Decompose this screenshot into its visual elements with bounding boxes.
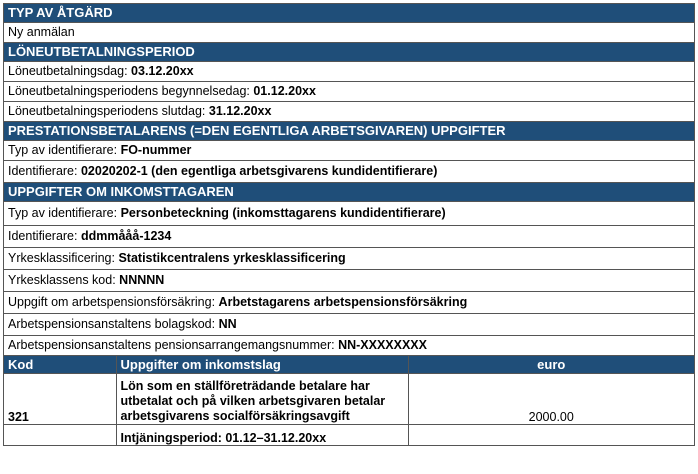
field-value: NNNNN xyxy=(119,273,165,287)
field-value: NN-XXXXXXXX xyxy=(338,338,427,352)
field-value: Arbetstagarens arbetspensionsförsäkring xyxy=(218,295,468,309)
field-label: Identifierare: xyxy=(8,164,78,178)
field-value: NN xyxy=(218,317,237,331)
field-label: Löneutbetalningsperiodens begynnelsedag: xyxy=(8,84,250,98)
income-table xyxy=(4,356,694,445)
field-value: 01.12.20xx xyxy=(253,84,316,98)
income-amount: 2000.00 xyxy=(408,374,694,425)
field-payer-id xyxy=(4,161,694,183)
income-description: Lön som en ställföreträdande betalare har utbetalat och på vilken arbetsgivaren betalar arbetsgivarens socialförsäkringsavgift xyxy=(116,374,408,425)
section-header-period: LÖNEUTBETALNINGSPERIOD xyxy=(4,43,694,62)
field-occupation-code xyxy=(4,270,694,292)
field-label: Typ av identifierare: xyxy=(8,206,118,220)
field-label: Yrkesklassens kod: xyxy=(8,273,116,287)
col-header-kod: Kod xyxy=(4,356,116,374)
field-label: Uppgift om arbetspensionsförsäkring: xyxy=(8,295,216,309)
field-value: 02020202-1 (den egentliga arbetsgivarens kundidentifierare) xyxy=(80,164,438,178)
field-occupation xyxy=(4,248,694,270)
table-row-period xyxy=(4,425,694,446)
table-row xyxy=(4,374,694,425)
field-pension-arrangement-number xyxy=(4,336,694,356)
field-earner-id-type xyxy=(4,202,694,226)
field-value: ddmmååå-1234 xyxy=(80,229,172,243)
field-label: Identifierare: xyxy=(8,229,78,243)
payroll-report xyxy=(3,3,695,446)
field-value: 31.12.20xx xyxy=(208,104,272,118)
field-period-start xyxy=(4,82,694,102)
field-earner-id xyxy=(4,226,694,248)
field-label: Löneutbetalningsdag: xyxy=(8,64,128,78)
field-pension-insurance xyxy=(4,292,694,314)
field-period-end xyxy=(4,102,694,122)
field-value: FO-nummer xyxy=(120,143,192,157)
field-pension-company-code xyxy=(4,314,694,336)
field-value: 03.12.20xx xyxy=(131,64,194,78)
earning-period: Intjäningsperiod: 01.12–31.12.20xx xyxy=(116,425,408,446)
field-value: Personbeteckning (inkomsttagarens kundidentifierare) xyxy=(120,206,446,220)
section-header-betalare: PRESTATIONSBETALARENS (=DEN EGENTLIGA ARBETSGIVAREN) UPPGIFTER xyxy=(4,122,694,141)
field-label: Yrkesklassificering: xyxy=(8,251,115,265)
field-payer-id-type xyxy=(4,141,694,161)
field-payment-day xyxy=(4,62,694,82)
typ-value: Ny anmälan xyxy=(4,23,694,43)
field-label: Typ av identifierare: xyxy=(8,143,118,157)
section-header-typ: TYP AV ÅTGÄRD xyxy=(4,4,694,23)
section-header-tagare: UPPGIFTER OM INKOMSTTAGAREN xyxy=(4,183,694,202)
col-header-euro: euro xyxy=(408,356,694,374)
income-code: 321 xyxy=(4,374,116,425)
income-table-header xyxy=(4,356,694,374)
field-label: Löneutbetalningsperiodens slutdag: xyxy=(8,104,206,118)
field-value: Statistikcentralens yrkesklassificering xyxy=(118,251,346,265)
field-label: Arbetspensionsanstaltens bolagskod: xyxy=(8,317,216,331)
field-label: Arbetspensionsanstaltens pensionsarrangemangsnummer: xyxy=(8,338,335,352)
empty-cell xyxy=(4,425,116,446)
empty-cell xyxy=(408,425,694,446)
col-header-desc: Uppgifter om inkomstslag xyxy=(116,356,408,374)
